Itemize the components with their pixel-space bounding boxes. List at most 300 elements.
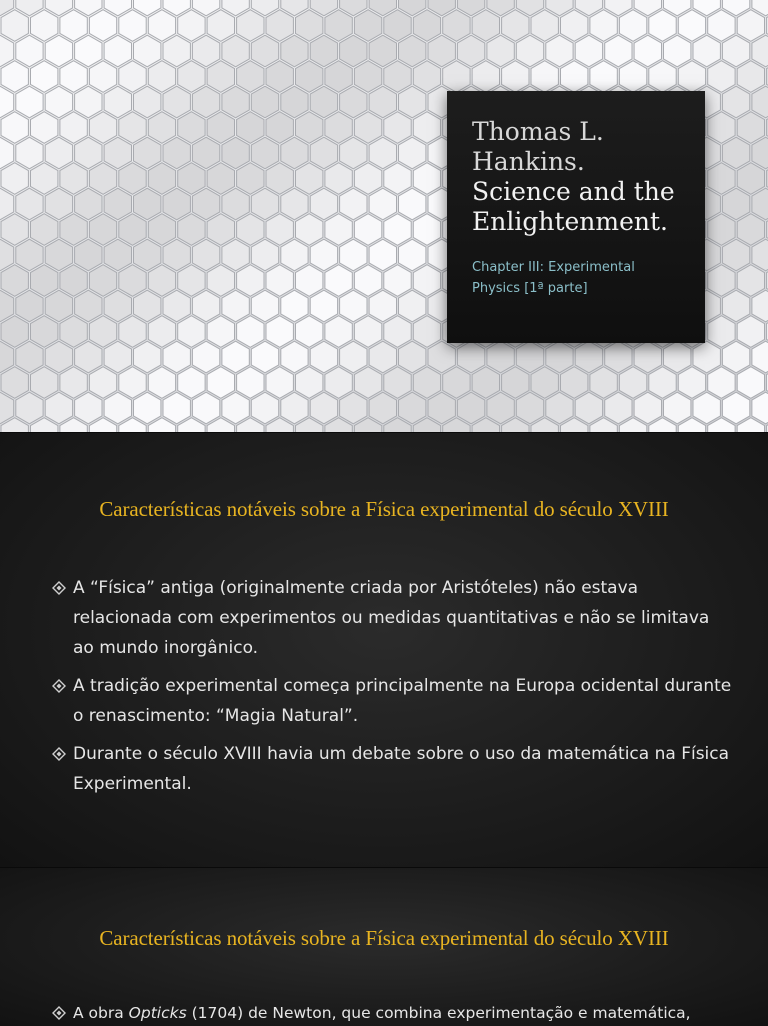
subtitle-line-1: Chapter III: Experimental <box>472 260 635 275</box>
hexagon-tile <box>192 188 219 220</box>
hexagon-tile <box>281 35 308 67</box>
hexagon-tile <box>134 86 161 118</box>
hexagon-tile <box>531 61 558 93</box>
hexagon-tile <box>237 163 264 195</box>
hexagon-tile <box>413 112 440 144</box>
hexagon-tile <box>575 35 602 67</box>
hexagon-tile <box>399 35 426 67</box>
hexagon-tile <box>384 265 411 297</box>
hexagon-tile <box>546 35 573 67</box>
hexagon-tile <box>222 137 249 169</box>
hexagon-tile <box>163 188 190 220</box>
hexagon-tile <box>163 86 190 118</box>
hexagon-tile <box>119 61 146 93</box>
hexagon-tile <box>399 188 426 220</box>
bullet-text: Durante o século XVIII havia um debate sobre o uso da matemática na Física Experimental. <box>73 744 730 794</box>
hexagon-tile <box>722 86 749 118</box>
hexagon-tile <box>708 214 735 246</box>
hexagon-tile <box>708 61 735 93</box>
hexagon-tile <box>457 341 484 373</box>
hexagon-tile <box>384 10 411 42</box>
hexagon-tile <box>708 10 735 42</box>
book-title-opticks: Opticks <box>128 1004 187 1022</box>
hexagon-tile <box>60 61 87 93</box>
hexagon-tile <box>163 239 190 271</box>
hexagon-tile <box>369 341 396 373</box>
hexagon-tile <box>369 86 396 118</box>
hexagon-tile <box>16 341 43 373</box>
hexagon-tile <box>1 265 28 297</box>
hexagon-tile <box>325 10 352 42</box>
hexagon-tile <box>413 265 440 297</box>
hexagon-tile <box>1 112 28 144</box>
hexagon-tile <box>575 392 602 424</box>
hexagon-tile <box>134 392 161 424</box>
hexagon-tile <box>561 61 588 93</box>
hexagon-tile <box>737 61 764 93</box>
hexagon-tile <box>737 265 764 297</box>
hexagon-tile <box>148 61 175 93</box>
hexagon-tile <box>399 341 426 373</box>
hexagon-tile <box>737 163 764 195</box>
hexagon-tile <box>251 188 278 220</box>
hexagon-tile <box>354 316 381 348</box>
hexagon-tile <box>89 61 116 93</box>
hexagon-tile <box>354 367 381 399</box>
hexagon-tile <box>369 137 396 169</box>
hexagon-tile <box>708 112 735 144</box>
hexagon-tile <box>281 86 308 118</box>
hexagon-tile <box>340 188 367 220</box>
hexagon-tile <box>428 341 455 373</box>
hexagon-tile <box>148 316 175 348</box>
hexagon-tile <box>693 392 720 424</box>
hexagon-tile <box>428 392 455 424</box>
hexagon-tile <box>752 239 768 271</box>
hexagon-tile <box>369 35 396 67</box>
bullet-item <box>52 573 732 663</box>
hexagon-tile <box>443 10 470 42</box>
hexagon-tile <box>237 214 264 246</box>
hexagon-tile <box>60 214 87 246</box>
hexagon-tile <box>207 265 234 297</box>
hexagon-tile <box>75 392 102 424</box>
hexagon-tile <box>722 239 749 271</box>
bullet-list <box>52 998 732 1026</box>
hexagon-tile <box>163 290 190 322</box>
hexagon-tile <box>281 392 308 424</box>
hexagon-tile <box>266 163 293 195</box>
hexagon-tile <box>310 239 337 271</box>
hexagon-tile <box>354 61 381 93</box>
hexagon-tile <box>104 188 131 220</box>
hexagon-tile <box>89 265 116 297</box>
hexagon-tile <box>708 316 735 348</box>
hexagon-tile <box>399 239 426 271</box>
hexagon-tile <box>31 112 58 144</box>
hexagon-tile <box>487 341 514 373</box>
hexagon-tile <box>148 367 175 399</box>
hexagon-tile <box>310 392 337 424</box>
hexagon-tile <box>148 112 175 144</box>
title-slide <box>0 0 768 432</box>
hexagon-tile <box>384 367 411 399</box>
hexagon-tile <box>266 265 293 297</box>
hexagon-tile <box>207 112 234 144</box>
hexagon-tile <box>399 86 426 118</box>
hexagon-tile <box>752 188 768 220</box>
hexagon-tile <box>502 61 529 93</box>
hexagon-tile <box>119 214 146 246</box>
content-slide-1 <box>0 433 768 867</box>
hexagon-tile <box>251 341 278 373</box>
hexagon-tile <box>354 163 381 195</box>
hexagon-tile <box>296 10 323 42</box>
hexagon-tile <box>119 316 146 348</box>
hexagon-tile <box>163 341 190 373</box>
hexagon-tile <box>207 61 234 93</box>
hexagon-tile <box>546 392 573 424</box>
hexagon-tile <box>340 290 367 322</box>
hexagon-tile <box>664 392 691 424</box>
hexagon-tile <box>16 290 43 322</box>
hexagon-tile <box>310 35 337 67</box>
hexagon-tile <box>163 35 190 67</box>
hexagon-tile <box>708 367 735 399</box>
hexagon-tile <box>619 367 646 399</box>
hexagon-tile <box>310 188 337 220</box>
book-title-line-1: Science and the <box>472 177 675 206</box>
content-slide-2 <box>0 868 768 1026</box>
hexagon-tile <box>354 214 381 246</box>
hexagon-tile <box>192 35 219 67</box>
hexagon-tile <box>722 188 749 220</box>
hexagon-tile <box>178 214 205 246</box>
hexagon-tile <box>16 86 43 118</box>
hexagon-tile <box>266 112 293 144</box>
hexagon-tile <box>237 367 264 399</box>
hexagon-tile <box>310 341 337 373</box>
hexagon-tile <box>266 367 293 399</box>
hexagon-tile <box>325 316 352 348</box>
hexagon-tile <box>178 367 205 399</box>
hexagon-tile <box>134 137 161 169</box>
hexagon-tile <box>222 35 249 67</box>
hexagon-tile <box>237 10 264 42</box>
hexagon-tile <box>31 163 58 195</box>
hexagon-tile <box>104 137 131 169</box>
hexagon-tile <box>752 392 768 424</box>
hexagon-tile <box>16 392 43 424</box>
hexagon-tile <box>384 112 411 144</box>
hexagon-tile <box>251 392 278 424</box>
hexagon-tile <box>340 341 367 373</box>
hexagon-tile <box>590 367 617 399</box>
hexagon-tile <box>45 137 72 169</box>
hexagon-tile <box>384 163 411 195</box>
hexagon-tile <box>207 214 234 246</box>
hexagon-tile <box>693 35 720 67</box>
hexagon-tile <box>178 163 205 195</box>
hexagon-tile <box>708 163 735 195</box>
bullet-text: A “Física” antiga (originalmente criada por Aristóteles) não estava relacionada com experimentos ou medidas quantitativas e não se limitava ao mundo inorgânico. <box>73 578 710 658</box>
hexagon-tile <box>413 316 440 348</box>
hexagon-tile <box>752 290 768 322</box>
hexagon-tile <box>340 86 367 118</box>
hexagon-tile <box>590 61 617 93</box>
hexagon-tile <box>192 341 219 373</box>
hexagon-tile <box>266 10 293 42</box>
hexagon-tile <box>281 239 308 271</box>
hexagon-tile <box>649 61 676 93</box>
hexagon-tile <box>266 214 293 246</box>
hexagon-tile <box>590 10 617 42</box>
hexagon-tile <box>384 214 411 246</box>
hexagon-tile <box>222 188 249 220</box>
hexagon-tile <box>75 86 102 118</box>
hexagon-tile <box>134 188 161 220</box>
hexagon-tile <box>281 341 308 373</box>
hexagon-tile <box>399 392 426 424</box>
hexagon-tile <box>134 341 161 373</box>
hexagon-tile <box>457 392 484 424</box>
hexagon-tile <box>16 137 43 169</box>
hexagon-tile <box>708 265 735 297</box>
hexagon-tile <box>1 10 28 42</box>
hexagon-tile <box>546 341 573 373</box>
hexagon-tile <box>722 392 749 424</box>
hexagon-tile <box>89 163 116 195</box>
bullet-text: A tradição experimental começa principalmente na Europa ocidental durante o renascimento: “Magia Natural”. <box>73 676 732 726</box>
hexagon-tile <box>207 163 234 195</box>
hexagon-tile <box>222 392 249 424</box>
hexagon-tile <box>89 214 116 246</box>
hexagon-tile <box>163 392 190 424</box>
hexagon-tile <box>457 35 484 67</box>
hexagon-tile <box>472 10 499 42</box>
hexagon-tile <box>737 316 764 348</box>
hexagon-tile <box>413 61 440 93</box>
hexagon-tile <box>428 35 455 67</box>
hexagon-tile <box>178 265 205 297</box>
hexagon-tile <box>119 265 146 297</box>
hexagon-tile <box>104 290 131 322</box>
diamond-bullet-icon <box>52 747 66 761</box>
hexagon-tile <box>148 10 175 42</box>
hexagon-tile <box>722 341 749 373</box>
hexagon-tile <box>89 10 116 42</box>
hexagon-tile <box>207 10 234 42</box>
hexagon-tile <box>192 86 219 118</box>
hexagon-tile <box>192 137 219 169</box>
hexagon-tile <box>325 265 352 297</box>
hexagon-tile <box>104 86 131 118</box>
book-title-line-2: Enlightenment. <box>472 207 668 236</box>
hexagon-tile <box>31 214 58 246</box>
hexagon-tile <box>178 316 205 348</box>
hexagon-tile <box>664 341 691 373</box>
hexagon-tile <box>340 392 367 424</box>
author-line-2: Hankins. <box>472 147 585 176</box>
hexagon-tile <box>296 163 323 195</box>
hexagon-tile <box>649 367 676 399</box>
hexagon-tile <box>369 392 396 424</box>
hexagon-tile <box>722 137 749 169</box>
hexagon-tile <box>134 35 161 67</box>
hexagon-tile <box>148 265 175 297</box>
hexagon-tile <box>31 265 58 297</box>
hexagon-tile <box>1 214 28 246</box>
bullet-item <box>52 998 732 1026</box>
hexagon-tile <box>752 35 768 67</box>
hexagon-tile <box>266 316 293 348</box>
hexagon-tile <box>340 239 367 271</box>
hexagon-tile <box>325 112 352 144</box>
hexagon-tile <box>296 112 323 144</box>
diamond-bullet-icon <box>52 679 66 693</box>
hexagon-tile <box>1 316 28 348</box>
hexagon-tile <box>60 112 87 144</box>
hexagon-tile <box>443 367 470 399</box>
hexagon-tile <box>354 10 381 42</box>
hexagon-tile <box>266 61 293 93</box>
hexagon-tile <box>207 367 234 399</box>
hexagon-tile <box>134 239 161 271</box>
hexagon-tile <box>354 265 381 297</box>
hexagon-tile <box>281 137 308 169</box>
hexagon-tile <box>237 316 264 348</box>
hexagon-tile <box>516 35 543 67</box>
hexagon-tile <box>487 392 514 424</box>
bullet-text-prefix: A obra <box>73 1004 124 1022</box>
hexagon-tile <box>369 239 396 271</box>
hexagon-tile <box>678 61 705 93</box>
hexagon-tile <box>251 86 278 118</box>
hexagon-tile <box>119 163 146 195</box>
hexagon-tile <box>119 112 146 144</box>
hexagon-tile <box>104 239 131 271</box>
hexagon-tile <box>605 392 632 424</box>
bullet-item <box>52 671 732 731</box>
hexagon-tile <box>296 61 323 93</box>
hexagon-tile <box>487 35 514 67</box>
hexagon-tile <box>634 35 661 67</box>
hexagon-tile <box>45 86 72 118</box>
hexagon-tile <box>722 290 749 322</box>
bullet-list <box>52 573 732 807</box>
hexagon-tile <box>296 265 323 297</box>
hexagon-tile <box>413 163 440 195</box>
hexagon-tile <box>237 112 264 144</box>
hexagon-tile <box>399 137 426 169</box>
hexagon-tile <box>296 316 323 348</box>
hexagon-tile <box>325 61 352 93</box>
hexagon-tile <box>178 112 205 144</box>
hexagon-tile <box>31 61 58 93</box>
hexagon-tile <box>605 35 632 67</box>
hexagon-tile <box>678 10 705 42</box>
hexagon-tile <box>1 163 28 195</box>
hexagon-tile <box>89 316 116 348</box>
hexagon-tile <box>472 367 499 399</box>
hexagon-tile <box>16 35 43 67</box>
hexagon-tile <box>502 367 529 399</box>
hexagon-tile <box>60 163 87 195</box>
hexagon-tile <box>75 239 102 271</box>
hexagon-tile <box>45 188 72 220</box>
subtitle-line-2: Physics [1ª parte] <box>472 281 588 296</box>
hexagon-tile <box>413 214 440 246</box>
hexagon-tile <box>634 341 661 373</box>
hexagon-tile <box>222 290 249 322</box>
hexagon-tile <box>75 290 102 322</box>
hexagon-tile <box>722 35 749 67</box>
hexagon-tile <box>104 35 131 67</box>
hexagon-tile <box>649 10 676 42</box>
hexagon-tile <box>325 367 352 399</box>
hexagon-tile <box>45 239 72 271</box>
hexagon-tile <box>16 188 43 220</box>
hexagon-tile <box>737 10 764 42</box>
title-card <box>447 91 705 343</box>
hexagon-tile <box>104 392 131 424</box>
hexagon-tile <box>516 392 543 424</box>
hexagon-tile <box>752 86 768 118</box>
hexagon-tile <box>1 61 28 93</box>
hexagon-tile <box>178 10 205 42</box>
hexagon-tile <box>340 35 367 67</box>
hexagon-tile <box>413 367 440 399</box>
hexagon-tile <box>310 86 337 118</box>
hexagon-tile <box>45 392 72 424</box>
hexagon-tile <box>192 290 219 322</box>
hexagon-tile <box>75 188 102 220</box>
hexagon-tile <box>148 214 175 246</box>
hexagon-tile <box>737 214 764 246</box>
hexagon-tile <box>75 341 102 373</box>
hexagon-tile <box>354 112 381 144</box>
hexagon-tile <box>222 86 249 118</box>
hexagon-tile <box>531 10 558 42</box>
hexagon-tile <box>148 163 175 195</box>
hexagon-tile <box>369 290 396 322</box>
hexagon-tile <box>251 239 278 271</box>
slide-heading: Características notáveis sobre a Física experimental do século XVIII <box>99 926 669 950</box>
hexagon-tile <box>561 10 588 42</box>
hexagon-tile <box>163 137 190 169</box>
hexagon-tile <box>664 35 691 67</box>
hexagon-tile <box>75 137 102 169</box>
hexagon-tile <box>119 10 146 42</box>
hexagon-tile <box>296 367 323 399</box>
hexagon-tile <box>60 316 87 348</box>
hexagon-tile <box>310 137 337 169</box>
hexagon-tile <box>752 137 768 169</box>
hexagon-tile <box>207 316 234 348</box>
hexagon-tile <box>60 10 87 42</box>
hexagon-tile <box>89 367 116 399</box>
hexagon-tile <box>384 316 411 348</box>
hexagon-tile <box>752 341 768 373</box>
hexagon-tile <box>310 290 337 322</box>
hexagon-tile <box>89 112 116 144</box>
diamond-bullet-icon <box>52 1006 66 1020</box>
hexagon-tile <box>237 265 264 297</box>
hexagon-tile <box>251 137 278 169</box>
hexagon-tile <box>516 341 543 373</box>
hexagon-tile <box>45 35 72 67</box>
author-line-1: Thomas L. <box>472 117 604 146</box>
